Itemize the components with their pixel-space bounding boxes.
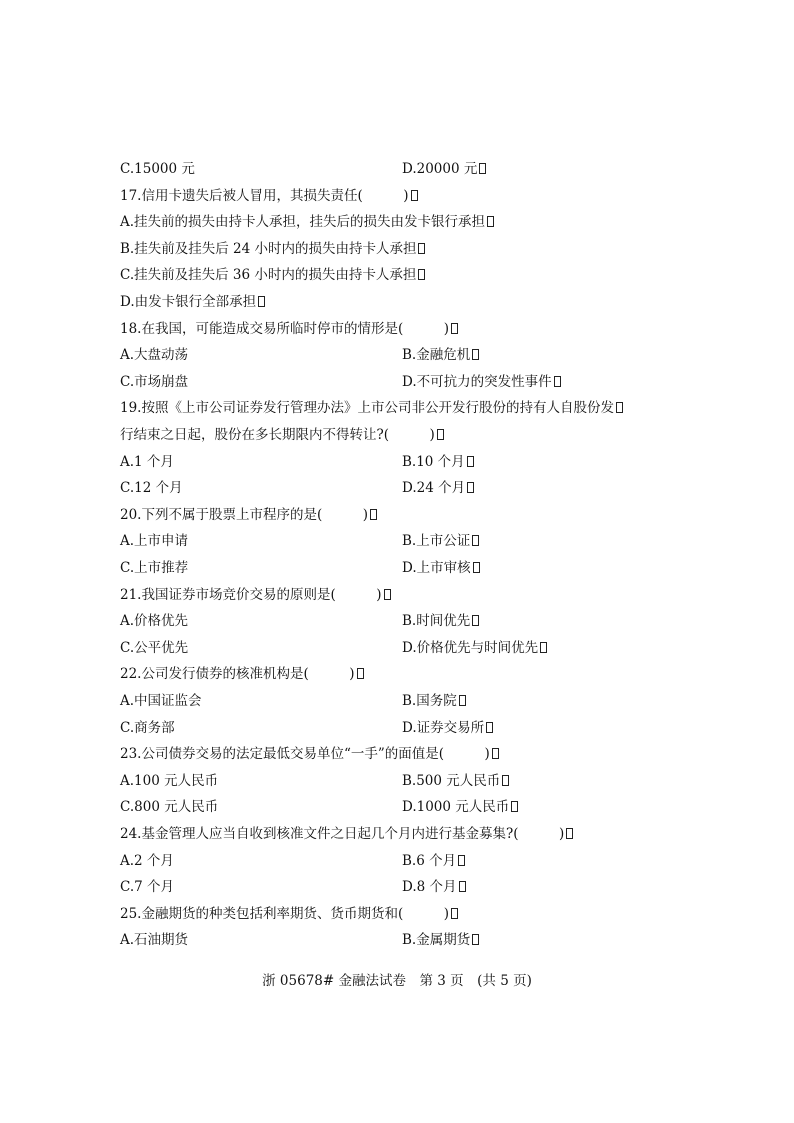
placeholder-box-icon xyxy=(437,429,444,440)
option-right xyxy=(402,346,479,364)
option-right-text: D.20000 元 xyxy=(402,161,478,177)
option-line xyxy=(120,293,265,311)
placeholder-box-icon xyxy=(473,562,480,573)
placeholder-box-icon xyxy=(616,402,623,413)
option-left-text: A.石油期货 xyxy=(120,932,189,948)
placeholder-box-icon xyxy=(487,216,494,227)
option-left-text: A.2 个月 xyxy=(120,853,174,869)
placeholder-box-icon xyxy=(566,828,573,839)
question-line xyxy=(120,665,364,683)
option-right-text: D.1000 元人民币 xyxy=(402,799,510,815)
page-footer: 浙 05678# 金融法试卷 第 3 页 (共 5 页) xyxy=(262,973,532,989)
option-right xyxy=(402,479,474,497)
option-right-text: D.证券交易所 xyxy=(402,720,485,736)
placeholder-box-icon xyxy=(486,722,493,733)
option-right xyxy=(402,772,509,790)
option-right xyxy=(402,852,465,870)
option-left-text: A.价格优先 xyxy=(120,613,189,629)
question-line xyxy=(120,586,391,604)
question-line xyxy=(120,825,573,843)
option-left xyxy=(120,639,188,657)
option-left-text: A.100 元人民币 xyxy=(120,773,219,789)
placeholder-box-icon xyxy=(479,163,486,174)
placeholder-box-icon xyxy=(472,934,479,945)
option-right xyxy=(402,798,518,816)
option-right xyxy=(402,931,479,949)
placeholder-box-icon xyxy=(384,589,391,600)
question-line-text: 25.金融期货的种类包括利率期货、货币期货和( ) xyxy=(120,906,450,922)
option-right-text: D.8 个月 xyxy=(402,879,457,895)
placeholder-box-icon xyxy=(467,456,474,467)
option-left xyxy=(120,346,188,364)
option-right-text: D.上市审核 xyxy=(402,560,471,576)
placeholder-box-icon xyxy=(418,269,425,280)
question-line xyxy=(120,399,623,417)
option-left xyxy=(120,559,188,577)
placeholder-box-icon xyxy=(258,296,265,307)
option-left xyxy=(120,373,188,391)
option-right xyxy=(402,612,479,630)
question-line-text: 23.公司债券交易的法定最低交易单位“一手”的面值是( ) xyxy=(120,746,490,762)
option-right xyxy=(402,160,486,178)
option-left-text: C.市场崩盘 xyxy=(120,374,189,390)
question-line-text: 20.下列不属于股票上市程序的是( ) xyxy=(120,507,369,523)
placeholder-box-icon xyxy=(472,535,479,546)
placeholder-box-icon xyxy=(554,376,561,387)
option-line xyxy=(120,240,425,258)
option-left-text: C.12 个月 xyxy=(120,480,183,496)
option-left xyxy=(120,532,188,550)
option-right-text: B.6 个月 xyxy=(402,853,457,869)
option-line-text: A.挂失前的损失由持卡人承担，挂失后的损失由发卡银行承担 xyxy=(120,214,486,230)
question-line-text: 17.信用卡遗失后被人冒用，其损失责任( ) xyxy=(120,188,409,204)
question-line xyxy=(120,905,458,923)
option-line-text: C.挂失前及挂失后 36 小时内的损失由持卡人承担 xyxy=(120,267,417,283)
option-right xyxy=(402,559,480,577)
option-left-text: A.1 个月 xyxy=(120,454,174,470)
placeholder-box-icon xyxy=(511,801,518,812)
option-left xyxy=(120,160,195,178)
question-line xyxy=(120,187,418,205)
option-line-text: B.挂失前及挂失后 24 小时内的损失由持卡人承担 xyxy=(120,241,417,257)
option-line xyxy=(120,426,444,444)
option-left-text: C.7 个月 xyxy=(120,879,175,895)
placeholder-box-icon xyxy=(357,668,364,679)
option-right-text: B.金属期货 xyxy=(402,932,471,948)
placeholder-box-icon xyxy=(540,642,547,653)
option-left-text: C.15000 元 xyxy=(120,161,195,177)
question-line xyxy=(120,320,458,338)
option-line xyxy=(120,213,494,231)
option-right-text: B.国务院 xyxy=(402,693,457,709)
option-right-text: B.500 元人民币 xyxy=(402,773,501,789)
option-left xyxy=(120,931,188,949)
question-line-text: 19.按照《上市公司证券发行管理办法》上市公司非公开发行股份的持有人自股份发 xyxy=(120,400,614,416)
question-line-text: 22.公司发行债券的核准机构是( ) xyxy=(120,666,355,682)
question-line xyxy=(120,745,499,763)
placeholder-box-icon xyxy=(451,323,458,334)
option-left-text: C.公平优先 xyxy=(120,640,189,656)
placeholder-box-icon xyxy=(492,748,499,759)
option-left-text: A.上市申请 xyxy=(120,533,189,549)
option-right-text: B.上市公证 xyxy=(402,533,471,549)
option-right xyxy=(402,639,547,657)
option-left xyxy=(120,798,218,816)
option-right-text: B.金融危机 xyxy=(402,347,471,363)
option-line xyxy=(120,266,425,284)
option-left xyxy=(120,772,218,790)
option-left-text: C.商务部 xyxy=(120,720,175,736)
placeholder-box-icon xyxy=(370,509,377,520)
option-right-text: B.时间优先 xyxy=(402,613,471,629)
option-right-text: D.24 个月 xyxy=(402,480,466,496)
option-left xyxy=(120,878,174,896)
question-line-text: 18.在我国，可能造成交易所临时停市的情形是( ) xyxy=(120,321,450,337)
question-line-text: 24.基金管理人应当自收到核准文件之日起几个月内进行基金募集?( ) xyxy=(120,826,565,842)
option-right-text: D.不可抗力的突发性事件 xyxy=(402,374,552,390)
option-left xyxy=(120,692,202,710)
option-left xyxy=(120,453,174,471)
placeholder-box-icon xyxy=(411,190,418,201)
option-right xyxy=(402,532,479,550)
placeholder-box-icon xyxy=(472,615,479,626)
option-left-text: A.中国证监会 xyxy=(120,693,202,709)
option-right-text: B.10 个月 xyxy=(402,454,465,470)
option-left xyxy=(120,719,175,737)
placeholder-box-icon xyxy=(459,695,466,706)
option-right xyxy=(402,692,466,710)
option-right-text: D.价格优先与时间优先 xyxy=(402,640,539,656)
placeholder-box-icon xyxy=(502,775,509,786)
option-right xyxy=(402,719,493,737)
option-line-text: 行结束之日起，股份在多长期限内不得转让?( ) xyxy=(120,427,435,443)
placeholder-box-icon xyxy=(467,482,474,493)
option-left-text: C.上市推荐 xyxy=(120,560,189,576)
option-right xyxy=(402,878,466,896)
option-right xyxy=(402,373,561,391)
placeholder-box-icon xyxy=(459,881,466,892)
option-left xyxy=(120,612,188,630)
placeholder-box-icon xyxy=(451,908,458,919)
option-left xyxy=(120,852,174,870)
option-left-text: C.800 元人民币 xyxy=(120,799,219,815)
question-line xyxy=(120,506,377,524)
option-right xyxy=(402,453,474,471)
option-left-text: A.大盘动荡 xyxy=(120,347,189,363)
option-left xyxy=(120,479,183,497)
placeholder-box-icon xyxy=(472,349,479,360)
placeholder-box-icon xyxy=(458,855,465,866)
question-line-text: 21.我国证券市场竞价交易的原则是( ) xyxy=(120,587,382,603)
option-line-text: D.由发卡银行全部承担 xyxy=(120,294,257,310)
placeholder-box-icon xyxy=(418,243,425,254)
